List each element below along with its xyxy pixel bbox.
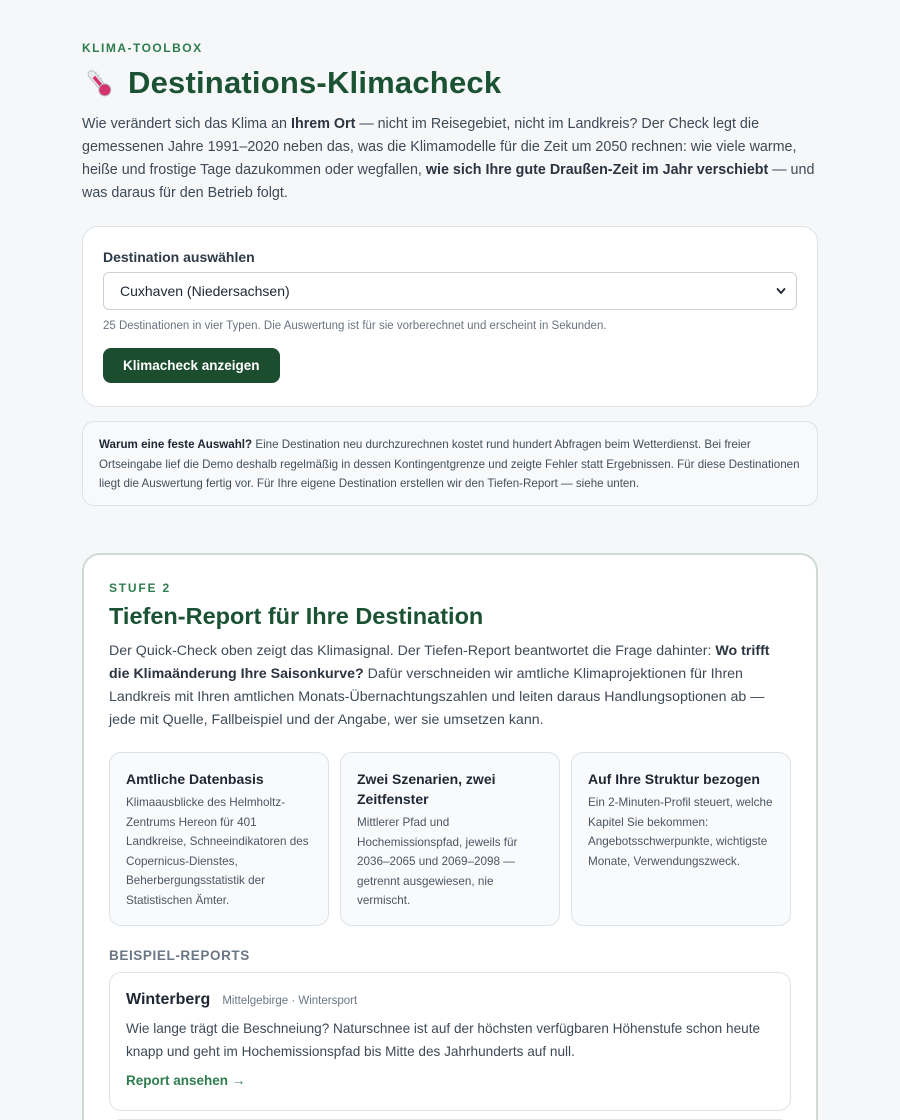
chevron-down-icon xyxy=(776,286,786,296)
feature-card xyxy=(571,752,791,926)
destination-selector-card xyxy=(82,226,818,407)
intro-text: Wie verändert sich das Klima an Ihrem Ort — nicht im Reisegebiet, nicht im Landkreis? Der Check legt die gemessenen Jahre 1991–2020 neben das, was die Klimamodelle für die Zeit um 2050 rechnen: wie viele warme, heiße und frostige Tage dazukommen oder wegfallen, wie sich Ihre gute Draußen-Zeit im Jahr verschiebt — und was daraus für den Betrieb folgt. xyxy=(82,116,815,201)
feature-title: Zwei Szenarien, zwei Zeitfenster xyxy=(357,771,496,807)
report-head xyxy=(126,991,774,1009)
feature-title: Auf Ihre Struktur bezogen xyxy=(588,771,760,787)
thermometer-icon xyxy=(82,66,116,100)
feature-title: Amtliche Datenbasis xyxy=(126,771,264,787)
fixed-selection-note xyxy=(82,421,818,506)
feature-cards xyxy=(109,752,791,926)
stage-title: Tiefen-Report für Ihre Destination xyxy=(109,603,484,629)
page-title: Destinations-Klimacheck xyxy=(128,65,502,100)
note-heading: Warum eine feste Auswahl? xyxy=(99,438,253,451)
destination-hint: 25 Destinationen in vier Typen. Die Auswertung ist für sie vorberechnet und erscheint in Sekunden. xyxy=(103,320,607,332)
feature-card xyxy=(340,752,560,926)
report-meta: Mittelgebirge · Wintersport xyxy=(222,995,358,1007)
report-text: Wie lange trägt die Beschneiung? Naturschnee ist auf der höchsten verfügbaren Höhenstufe schon heute knapp und geht im Hochemissionspfad bis Mitte des Jahrhunderts auf null. xyxy=(126,1021,761,1059)
deep-report-section xyxy=(82,553,818,1120)
feature-text: Klimaausblicke des Helmholtz-Zentrums Hereon für 401 Landkreise, Schneeindikatoren des Copernicus-Dienstes, Beherbergungsstatistik der Statistischen Ämter. xyxy=(126,796,309,907)
header-kicker: KLIMA-TOOLBOX xyxy=(82,41,203,55)
example-reports-label: BEISPIEL-REPORTS xyxy=(109,948,250,963)
view-report-link[interactable]: Report ansehen → xyxy=(126,1073,246,1088)
destination-select[interactable] xyxy=(103,272,797,310)
note-text: Eine Destination neu durchzurechnen kostet rund hundert Abfragen beim Wetterdienst. Bei freier Ortseingabe lief die Demo deshalb regelmäßig in dessen Kontingentgrenze und zeigte Fehler statt Ergebnissen. Für diese Destinationen liegt die Auswertung fertig vor. Für Ihre eigene Destination erstellen wir den Tiefen-Report — siehe unten. xyxy=(99,438,800,490)
page-header xyxy=(82,41,818,205)
stage-intro-text: Der Quick-Check oben zeigt das Klimasignal. Der Tiefen-Report beantwortet die Frage dahinter: Wo trifft die Klimaänderung Ihre Saisonkurve? Dafür verschneiden wir amtliche Klimaprojektionen für Ihren Landkreis mit Ihren amtlichen Monats-Übernachtungszahlen und leiten daraus Handlungsoptionen ab — jede mit Quelle, Fallbeispiel und der Angabe, wer sie umsetzen kann. xyxy=(109,643,770,728)
report-title: Winterberg xyxy=(126,991,211,1008)
example-report-card xyxy=(109,972,791,1111)
feature-card xyxy=(109,752,329,926)
destination-select-value: Cuxhaven (Niedersachsen) xyxy=(120,283,290,299)
stage-kicker: STUFE 2 xyxy=(109,581,171,595)
destination-select-label: Destination auswählen xyxy=(103,249,255,265)
show-climate-check-button[interactable]: Klimacheck anzeigen xyxy=(103,348,280,383)
title-row xyxy=(82,65,818,101)
feature-text: Mittlerer Pfad und Hochemissionspfad, jeweils für 2036–2065 und 2069–2098 — getrennt ausgewiesen, nie vermischt. xyxy=(357,816,518,907)
feature-text: Ein 2-Minuten-Profil steuert, welche Kapitel Sie bekommen: Angebotsschwerpunkte, wichtigste Monate, Verwendungszweck. xyxy=(588,796,773,868)
